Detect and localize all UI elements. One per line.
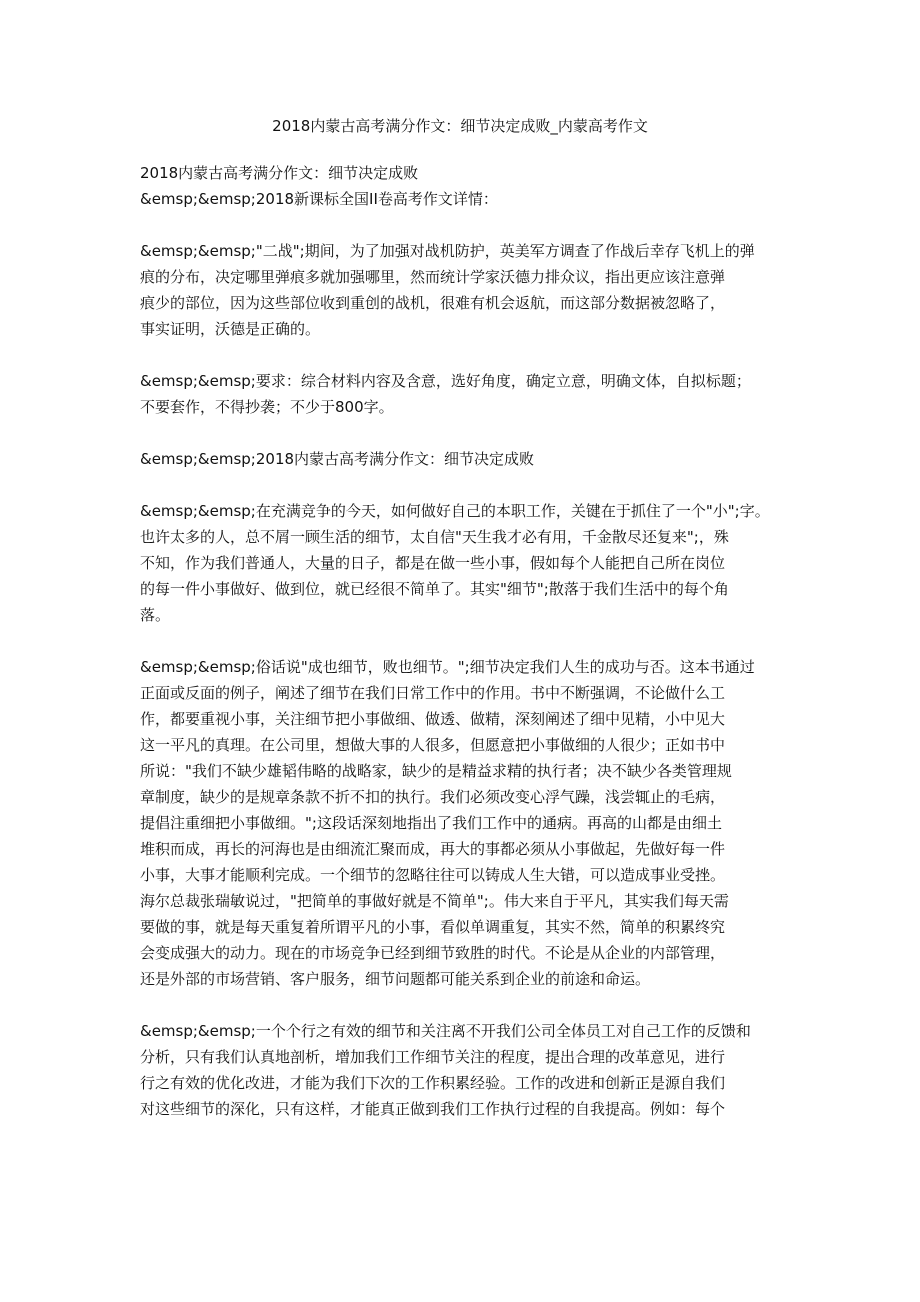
document-body [140,160,780,1122]
paragraph-line: 要做的事，就是每天重复着所谓平凡的小事，看似单调重复，其实不然，简单的积累终究 [140,918,726,936]
paragraph-line: 海尔总裁张瑞敏说过，"把简单的事做好就是不简单";。伟大来自于平凡，其实我们每天需 [140,892,729,910]
paragraph-line: 行之有效的优化改进，才能为我们下次的工作积累经验。工作的改进和创新正是源自我们 [140,1074,726,1092]
paragraph-line: 正面或反面的例子，阐述了细节在我们日常工作中的作用。书中不断强调，不论做什么工 [140,684,726,702]
paragraph-line: 不知，作为我们普通人，大量的日子，都是在做一些小事，假如每个人能把自己所在岗位 [140,554,726,572]
paragraph-line: 不要套作，不得抄袭；不少于800字。 [140,398,394,416]
paragraph-line: &emsp;&emsp;要求：综合材料内容及含意，选好角度，确定立意，明确文体，自拟标题； [140,372,751,390]
paragraph-line: 事实证明，沃德是正确的。 [140,320,321,338]
exam-intro: &emsp;&emsp;2018新课标全国II卷高考作文详情： [140,190,498,208]
paragraph-line: &emsp;&emsp;2018内蒙古高考满分作文：细节决定成败 [140,450,535,468]
paragraph-line: 所说："我们不缺少雄韬伟略的战略家，缺少的是精益求精的执行者；决不缺少各类管理规 [140,762,732,780]
paragraph [140,654,780,992]
paragraph-line: 的每一件小事做好、做到位，就已经很不简单了。其实"细节";散落于我们生活中的每个角 [140,580,729,598]
paragraph-line: 也许太多的人，总不屑一顾生活的细节，太自信"天生我才必有用，千金散尽还复来";，殊 [140,528,729,546]
paragraph-line: 分析，只有我们认真地剖析，增加我们工作细节关注的程度，提出合理的改革意见，进行 [140,1048,726,1066]
paragraph-gap [140,628,780,654]
paragraph-line: 还是外部的市场营销、客户服务，细节问题都可能关系到企业的前途和命运。 [140,970,651,988]
heading-block [140,160,780,212]
paragraph-gap [140,992,780,1018]
paragraph-line: 对这些细节的深化，只有这样，才能真正做到我们工作执行过程的自我提高。例如：每个 [140,1100,726,1118]
paragraph-line: 这一平凡的真理。在公司里，想做大事的人很多，但愿意把小事做细的人很少；正如书中 [140,736,726,754]
paragraph [140,446,780,472]
paragraph-line: 痕少的部位，因为这些部位收到重创的战机，很难有机会返航，而这部分数据被忽略了， [140,294,726,312]
paragraph [140,1018,780,1122]
paragraph-gap [140,342,780,368]
paragraph-line: 落。 [140,606,171,624]
page-title: 2018内蒙古高考满分作文：细节决定成败_内蒙高考作文 [272,117,648,135]
paragraph-line: 会变成强大的动力。现在的市场竞争已经到细节致胜的时代。不论是从企业的内部管理， [140,944,726,962]
paragraph-line: &emsp;&emsp;一个个行之有效的细节和关注离不开我们公司全体员工对自己工作的反馈和 [140,1022,751,1040]
paragraph-line: &emsp;&emsp;"二战";期间，为了加强对战机防护，英美军方调查了作战后幸存飞机上的弹 [140,242,755,260]
paragraph-line: 提倡注重细把小事做细。";这段话深刻地指出了我们工作中的通病。再高的山都是由细土 [140,814,722,832]
article-heading: 2018内蒙古高考满分作文：细节决定成败 [140,164,419,182]
paragraph-line: &emsp;&emsp;俗话说"成也细节，败也细节。";细节决定我们人生的成功与否。这本书通过 [140,658,755,676]
paragraph-gap [140,420,780,446]
paragraph-line: 堆积而成，再长的河海也是由细流汇聚而成，再大的事都必须从小事做起，先做好每一件 [140,840,726,858]
paragraph-line: 章制度，缺少的是规章条款不折不扣的执行。我们必须改变心浮气躁，浅尝辄止的毛病， [140,788,726,806]
paragraph-line: &emsp;&emsp;在充满竞争的今天，如何做好自己的本职工作，关键在于抓住了一个"小";字。 [140,502,770,520]
paragraph-gap [140,212,780,238]
paragraph-line: 作，都要重视小事，关注细节把小事做细、做透、做精，深刻阐述了细中见精，小中见大 [140,710,726,728]
paragraph-line: 痕的分布，决定哪里弹痕多就加强哪里，然而统计学家沃德力排众议，指出更应该注意弹 [140,268,726,286]
paragraph [140,368,780,420]
paragraph-gap [140,472,780,498]
paragraph [140,238,780,342]
paragraph [140,498,780,628]
paragraph-line: 小事，大事才能顺利完成。一个细节的忽略往往可以铸成人生大错，可以造成事业受挫。 [140,866,726,884]
